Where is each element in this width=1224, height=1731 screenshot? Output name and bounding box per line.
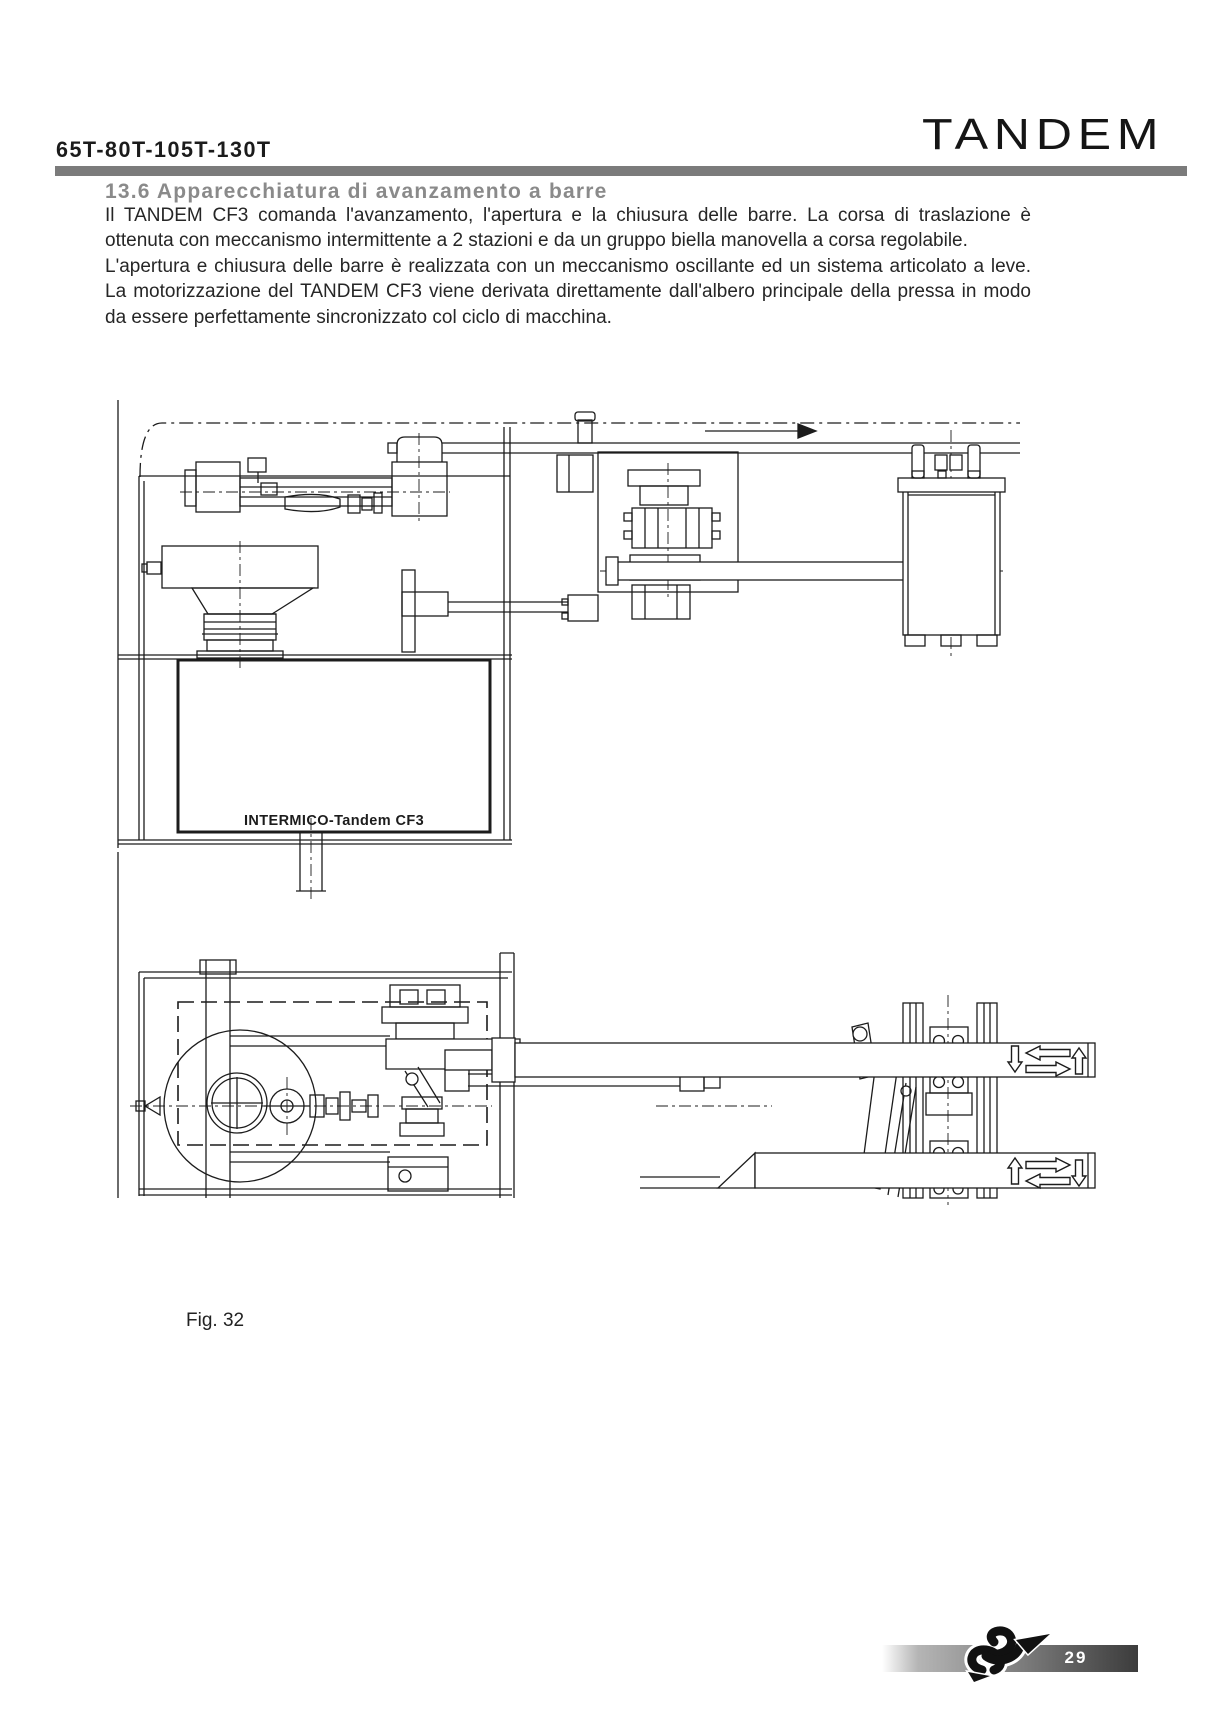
- standpipe-assembly: [402, 570, 598, 652]
- crank-shaft-assembly: [185, 462, 392, 512]
- body-paragraph-1: Il TANDEM CF3 comanda l'avanzamento, l'apertura e la chiusura delle barre. La corsa di traslazione è ottenuta con meccanismo intermittente a 2 stazioni e da un gruppo biella manovella a corsa regolabile.: [105, 205, 1031, 252]
- connecting-rod: [606, 557, 922, 585]
- linkage-assembly: [248, 458, 382, 513]
- intermico-logo-icon: [960, 1624, 1060, 1688]
- base-tank: [178, 660, 490, 832]
- press-outline-phantom: [140, 423, 1020, 477]
- support-bracket: [557, 455, 593, 492]
- top-bracket: [382, 985, 468, 1039]
- feed-bar-lower: [640, 1153, 1095, 1188]
- brand-logo: TANDEM: [922, 110, 1165, 159]
- clamp-unit: [898, 445, 1005, 646]
- page-number: 29: [1064, 1648, 1088, 1667]
- model-range-title: 65T-80T-105T-130T: [56, 137, 272, 162]
- machine-label: INTERMICO-Tandem CF3: [243, 813, 425, 829]
- section-title: 13.6 Apparecchiatura di avanzamento a barre: [105, 180, 608, 203]
- feed-bar-upper: [445, 1038, 1095, 1082]
- feed-direction-arrow-icon: [705, 424, 816, 438]
- bar-pin: [575, 412, 595, 443]
- machine-body: [142, 546, 318, 658]
- machine-frame-top-view: [139, 953, 514, 1198]
- figure-caption: Fig. 32: [186, 1310, 245, 1331]
- centerlines: [180, 430, 1005, 901]
- figure-top-view-drawing: [100, 845, 1100, 1210]
- body-paragraph-2: L'apertura e chiusura delle barre è realizzata con un meccanismo oscillante ed un sistema articolato a leve. La motorizzazione del TANDEM CF3 viene derivata direttamente dall'albero principale della pressa in modo da essere perfettamente sincronizzato col ciclo di macchina.: [105, 255, 1031, 328]
- figure-side-view-drawing: [100, 363, 1020, 903]
- header-rule: [55, 166, 1187, 176]
- feed-bar: [442, 440, 1020, 456]
- body-text: [105, 203, 1031, 330]
